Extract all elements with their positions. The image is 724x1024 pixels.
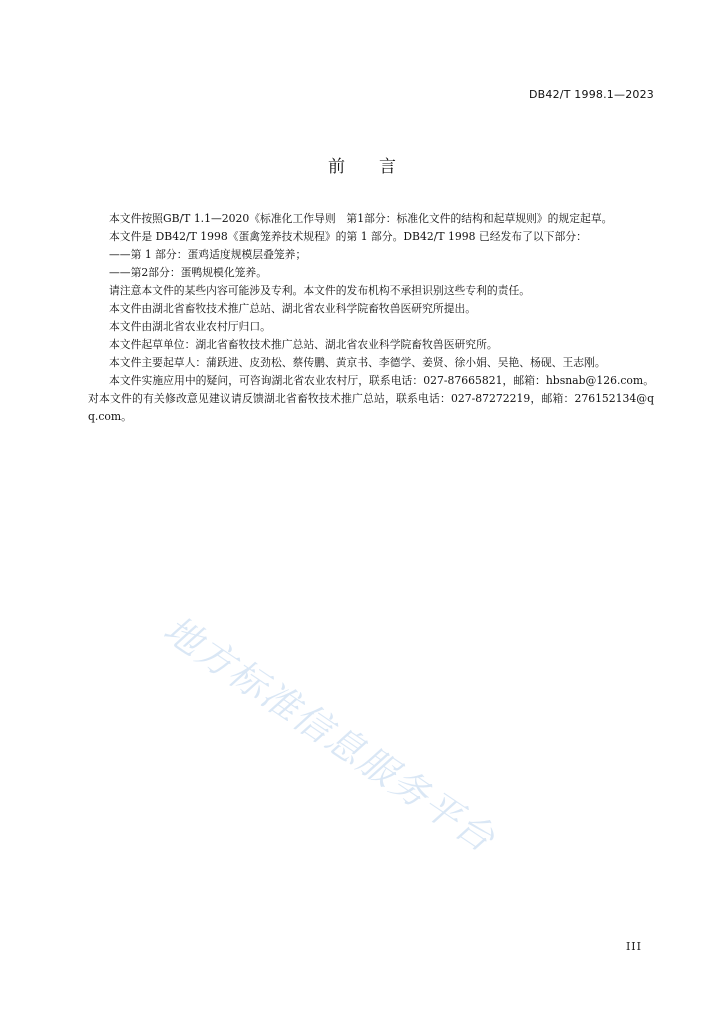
paragraph-contact-info: 本文件实施应用中的疑问，可咨询湖北省农业农村厅，联系电话：027-87665821，邮箱：hbsnab@126.com。对本文件的有关修改意见建议请反馈湖北省畜牧技术推广总站，联系电话：027-87272219，邮箱：276152134@qq.com。 — [88, 374, 654, 423]
page-title: 前言 — [328, 157, 430, 177]
list-item-part-2: ——第2部分：蛋鸭规模化笼养。 — [109, 266, 268, 279]
paragraph-patent-notice: 请注意本文件的某些内容可能涉及专利。本文件的发布机构不承担识别这些专利的责任。 — [109, 284, 531, 297]
paragraph-centralized-by: 本文件由湖北省农业农村厅归口。 — [109, 320, 271, 333]
list-item-part-1: ——第 1 部分：蛋鸡适度规模层叠笼养； — [109, 248, 307, 261]
paragraph-document-part: 本文件是 DB42/T 1998《蛋禽笼养技术规程》的第 1 部分。DB42/T 1998 已经发布了以下部分： — [109, 230, 587, 243]
foreword-body — [88, 210, 654, 426]
watermark: 地方标准信息服务平台 — [155, 607, 504, 862]
paragraph-proposer: 本文件由湖北省畜牧技术推广总站、湖北省农业科学院畜牧兽医研究所提出。 — [109, 302, 477, 315]
page-number: III — [625, 940, 642, 953]
paragraph-drafting-units: 本文件起草单位：湖北省畜牧技术推广总站、湖北省农业科学院畜牧兽医研究所。 — [109, 338, 498, 351]
paragraph-drafting-rules: 本文件按照GB/T 1.1—2020《标准化工作导则 第1部分：标准化文件的结构和起草规则》的规定起草。 — [109, 212, 613, 225]
paragraph-drafters: 本文件主要起草人：蒲跃进、皮劲松、蔡传鹏、黄京书、李德学、姜贤、徐小娟、吴艳、杨砚、王志刚。 — [109, 356, 606, 369]
document-code: DB42/T 1998.1—2023 — [528, 88, 654, 101]
